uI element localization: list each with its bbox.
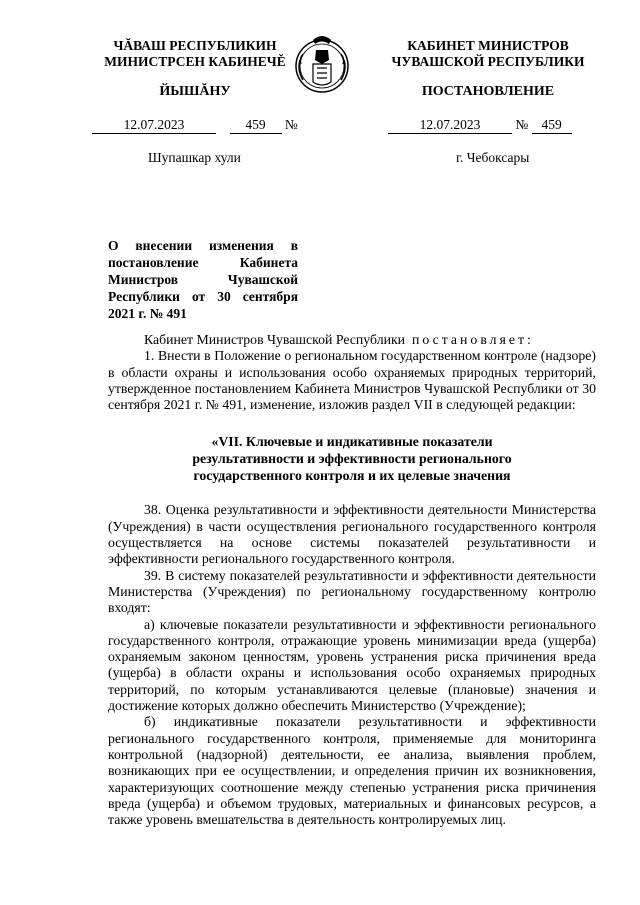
header-left-line2: МИНИСТРСЕН КАБИНЕЧĚ xyxy=(104,54,286,69)
paragraph-38: 38. Оценка результативности и эффективности деятельности Министерства (Учреждения) в части осуществления регионального государственного контроля осуществляется на основе системы показателей результативности и эффективности регионального государственного контроля. xyxy=(108,502,596,567)
intro-verb: постановляет: xyxy=(411,332,534,347)
header-right-doc-type: ПОСТАНОВЛЕНИЕ xyxy=(421,84,555,99)
right-date: 12.07.2023 xyxy=(388,117,512,134)
right-number-line xyxy=(388,117,572,134)
paragraph-b: б) индикативные показатели результативности и эффективности регионального государственного контроля, применяемые для мониторинга контрольной (надзорной) деятельности, ее анализа, выявления проблем, возникающих при ее осуществлении, и определения причин их возникновения, характеризующих соотношение между степенью устранения риска причинения вреда (ущерба) и объемом трудовых, материальных и финансовых ресурсов, а также уровень вмешательства в деятельность контролируемых лиц. xyxy=(108,714,596,828)
coat-of-arms-icon xyxy=(291,30,353,96)
header-left-line1: ЧĂВАШ РЕСПУБЛИКИН xyxy=(113,38,277,53)
header-left-doc-type: ЙЫШĂНУ xyxy=(159,84,231,99)
paragraph-39: 39. В систему показателей результативности и эффективности деятельности Министерства (Учреждения) по региональному государственному контролю входят: xyxy=(108,567,596,616)
header-right-line2: ЧУВАШСКОЙ РЕСПУБЛИКИ xyxy=(391,54,585,69)
section-title xyxy=(108,433,596,484)
right-number: 459 xyxy=(532,117,572,134)
section-title-line3: государственного контроля и их целевые значения xyxy=(193,468,511,484)
header-right xyxy=(368,38,608,100)
paragraph-1: 1. Внести в Положение о региональном государственном контроле (надзоре) в области охраны и использования особо охраняемых природных территорий, утвержденное постановлением Кабинета Министров Чувашской Республики от 30 сентября 2021 г. № 491, изменение, изложив раздел VII в следующей редакции: xyxy=(108,348,596,413)
left-date: 12.07.2023 xyxy=(92,117,216,134)
left-city: Шупашкар хули xyxy=(148,150,241,165)
header-left xyxy=(80,38,310,100)
intro-name: Кабинет Министров Чувашской Республики xyxy=(144,332,406,347)
right-no-sign: № xyxy=(515,117,529,132)
paragraph-a: а) ключевые показатели результативности и эффективности регионального государственного контроля, отражающие уровень минимизации вреда (ущерба) охраняемым законом ценностям, уровень устранения риска причинения вреда (ущерба) в области охраны и использования особо охраняемых природных территорий, по которым устанавливаются целевые (плановые) значения и достижение которых должно обеспечить Министерство (Учреждение); xyxy=(108,616,596,714)
left-number-line xyxy=(92,117,298,134)
left-number: 459 xyxy=(230,117,282,134)
section-title-line1: «VII. Ключевые и индикативные показатели xyxy=(211,434,493,450)
right-city: г. Чебоксары xyxy=(456,150,530,165)
document-body xyxy=(108,332,596,828)
intro-paragraph xyxy=(108,332,596,348)
document-subject: О внесении изменения в постановление Кабинета Министров Чувашской Республики от 30 сентября 2021 г. № 491 xyxy=(108,238,298,321)
header-right-line1: КАБИНЕТ МИНИСТРОВ xyxy=(407,38,569,53)
left-no-sign: № xyxy=(284,117,298,132)
section-title-line2: результативности и эффективности регионального xyxy=(192,451,512,467)
